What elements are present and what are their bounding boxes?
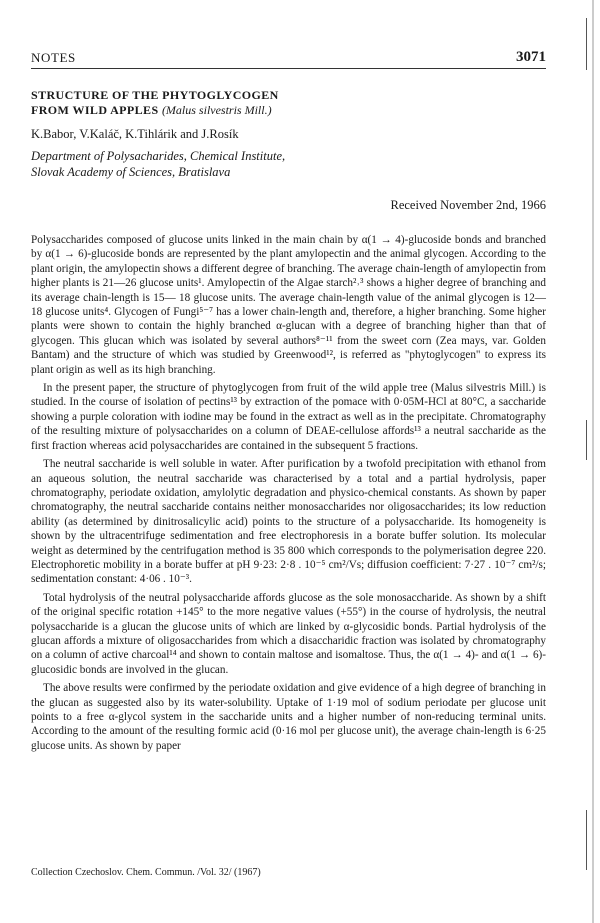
affiliation	[31, 148, 285, 180]
paragraph: Polysaccharides composed of glucose units linked in the main chain by α(1 → 4)-glucoside bonds and branched by α(1 → 6)-glucoside bonds are represented by the plant amylopectin and the animal glycogen. According to the plant origin, the amylopectin shows a different degree of branching. The average chain-length of amylopectin from higher plants is 21—26 glucose units¹. Amylopectin of the Algae starch²˒³ shows a higher degree of branching and its average chain-length is 15— 18 glucose units. The average chain-length value of the animal glycogen is 12—18 glucose units⁴. Glycogen of Fungi⁵⁻⁷ has a lower chain-length and, therefore, a higher branching. Some higher plants were shown to contain the highly branched α-glucan with a degree of branching higher than that of glycogen. This glucan which was isolated by several authors⁸⁻¹¹ from the sweet corn (Zea mays, var. Golden Bantam) and the structure of which was studied by Greenwood¹², is referred as "phytoglycogen" to express its plant origin as well as its high branching.	[31, 234, 546, 376]
title-species: (Malus silvestris Mill.)	[161, 103, 272, 117]
section-label: NOTES	[31, 50, 76, 65]
article-body	[31, 233, 546, 757]
journal-footer: Collection Czechoslov. Chem. Commun. /Vol. 32/ (1967)	[31, 867, 261, 878]
edge-mark	[586, 420, 587, 460]
title-line-2: FROM WILD APPLES	[31, 103, 159, 117]
affiliation-line-2: Slovak Academy of Sciences, Bratislava	[31, 165, 231, 179]
title-line-1: STRUCTURE OF THE PHYTOGLYCOGEN	[31, 88, 279, 102]
page-edge	[592, 0, 594, 923]
edge-mark	[586, 18, 587, 70]
article-title	[31, 88, 279, 118]
page-number: 3071	[516, 49, 546, 65]
received-date: Received November 2nd, 1966	[390, 198, 546, 212]
affiliation-line-1: Department of Polysacharides, Chemical Institute,	[31, 149, 286, 163]
paragraph: The above results were confirmed by the periodate oxidation and give evidence of a high degree of branching in the glucan as suggested also by its water-solubility. Uptake of 1·19 mol of sodium periodate per glucose unit points to a free α-glycol system in the saccharide units and a higher number of non-reducing terminal units. According to the amount of the resulting formic acid (0·16 mol per glucose unit), the average chain-length is 6·25 glucose units. As shown by paper	[31, 682, 546, 752]
paragraph: In the present paper, the structure of phytoglycogen from fruit of the wild apple tree (Malus silvestris Mill.) is studied. In the course of isolation of pectins¹³ by extraction of the pomace with 0·05M-HCl at 80°C, a saccharide showing a purple coloration with iodine may be found in the extract as well as in the precipitate. Chromatography of the resulting mixture of polysaccharides on a column of DEAE-cellulose affords¹³ a neutral saccharide as the first fraction whereas acid polysaccharides are contained in the subsequent 5 fractions.	[31, 382, 546, 452]
running-header	[31, 50, 546, 66]
authors: K.Babor, V.Kaláč, K.Tihlárik and J.Rosík	[31, 127, 239, 141]
header-rule	[31, 68, 546, 69]
edge-mark	[586, 810, 587, 870]
paragraph: The neutral saccharide is well soluble in water. After purification by a twofold precipitation with ethanol from an aqueous solution, the neutral saccharide was characterised by a total and a partial hydrolysis, paper chromatography, periodate oxidation, amylolytic degradation and physico-chemical constants. As shown by paper chromatography, the neutral saccharide contains neither monosaccharides nor oligosaccharides; its low reduction ability (as determined by dinitrosalicylic acid) points to the structure of a polysaccharide. Its homogeneity is shown by the ultracentrifuge sedimentation and free electrophoresis in a borate buffer solution. Its molecular weight as determined by the centrifugation method is 35 800 which corresponds to the polymerisation degree 220. Electrophoretic mobility in a borate buffer at pH 9·23: 2·8 . 10⁻⁵ cm²/Vs; diffusion coefficient: 7·27 . 10⁻⁷ cm²/s; sedimentation constant: 4·06 . 10⁻³.	[31, 458, 546, 586]
paragraph: Total hydrolysis of the neutral polysaccharide affords glucose as the sole monosaccharide. As shown by a shift of the original specific rotation +145° to the more negative values (+55°) in the course of hydrolysis, the neutral polysaccharide is a glucan the glucose units of which are linked by α-glycosidic bonds. Partial hydrolysis of the glucan affords a mixture of oligosaccharides from which a disaccharidic fraction was isolated by chromatography on a column of active charcoal¹⁴ and shown to contain maltose and isomaltose. Thus, the α(1 → 4)- and α(1 → 6)-glucosidic bonds are involved in the glucan.	[31, 591, 546, 676]
